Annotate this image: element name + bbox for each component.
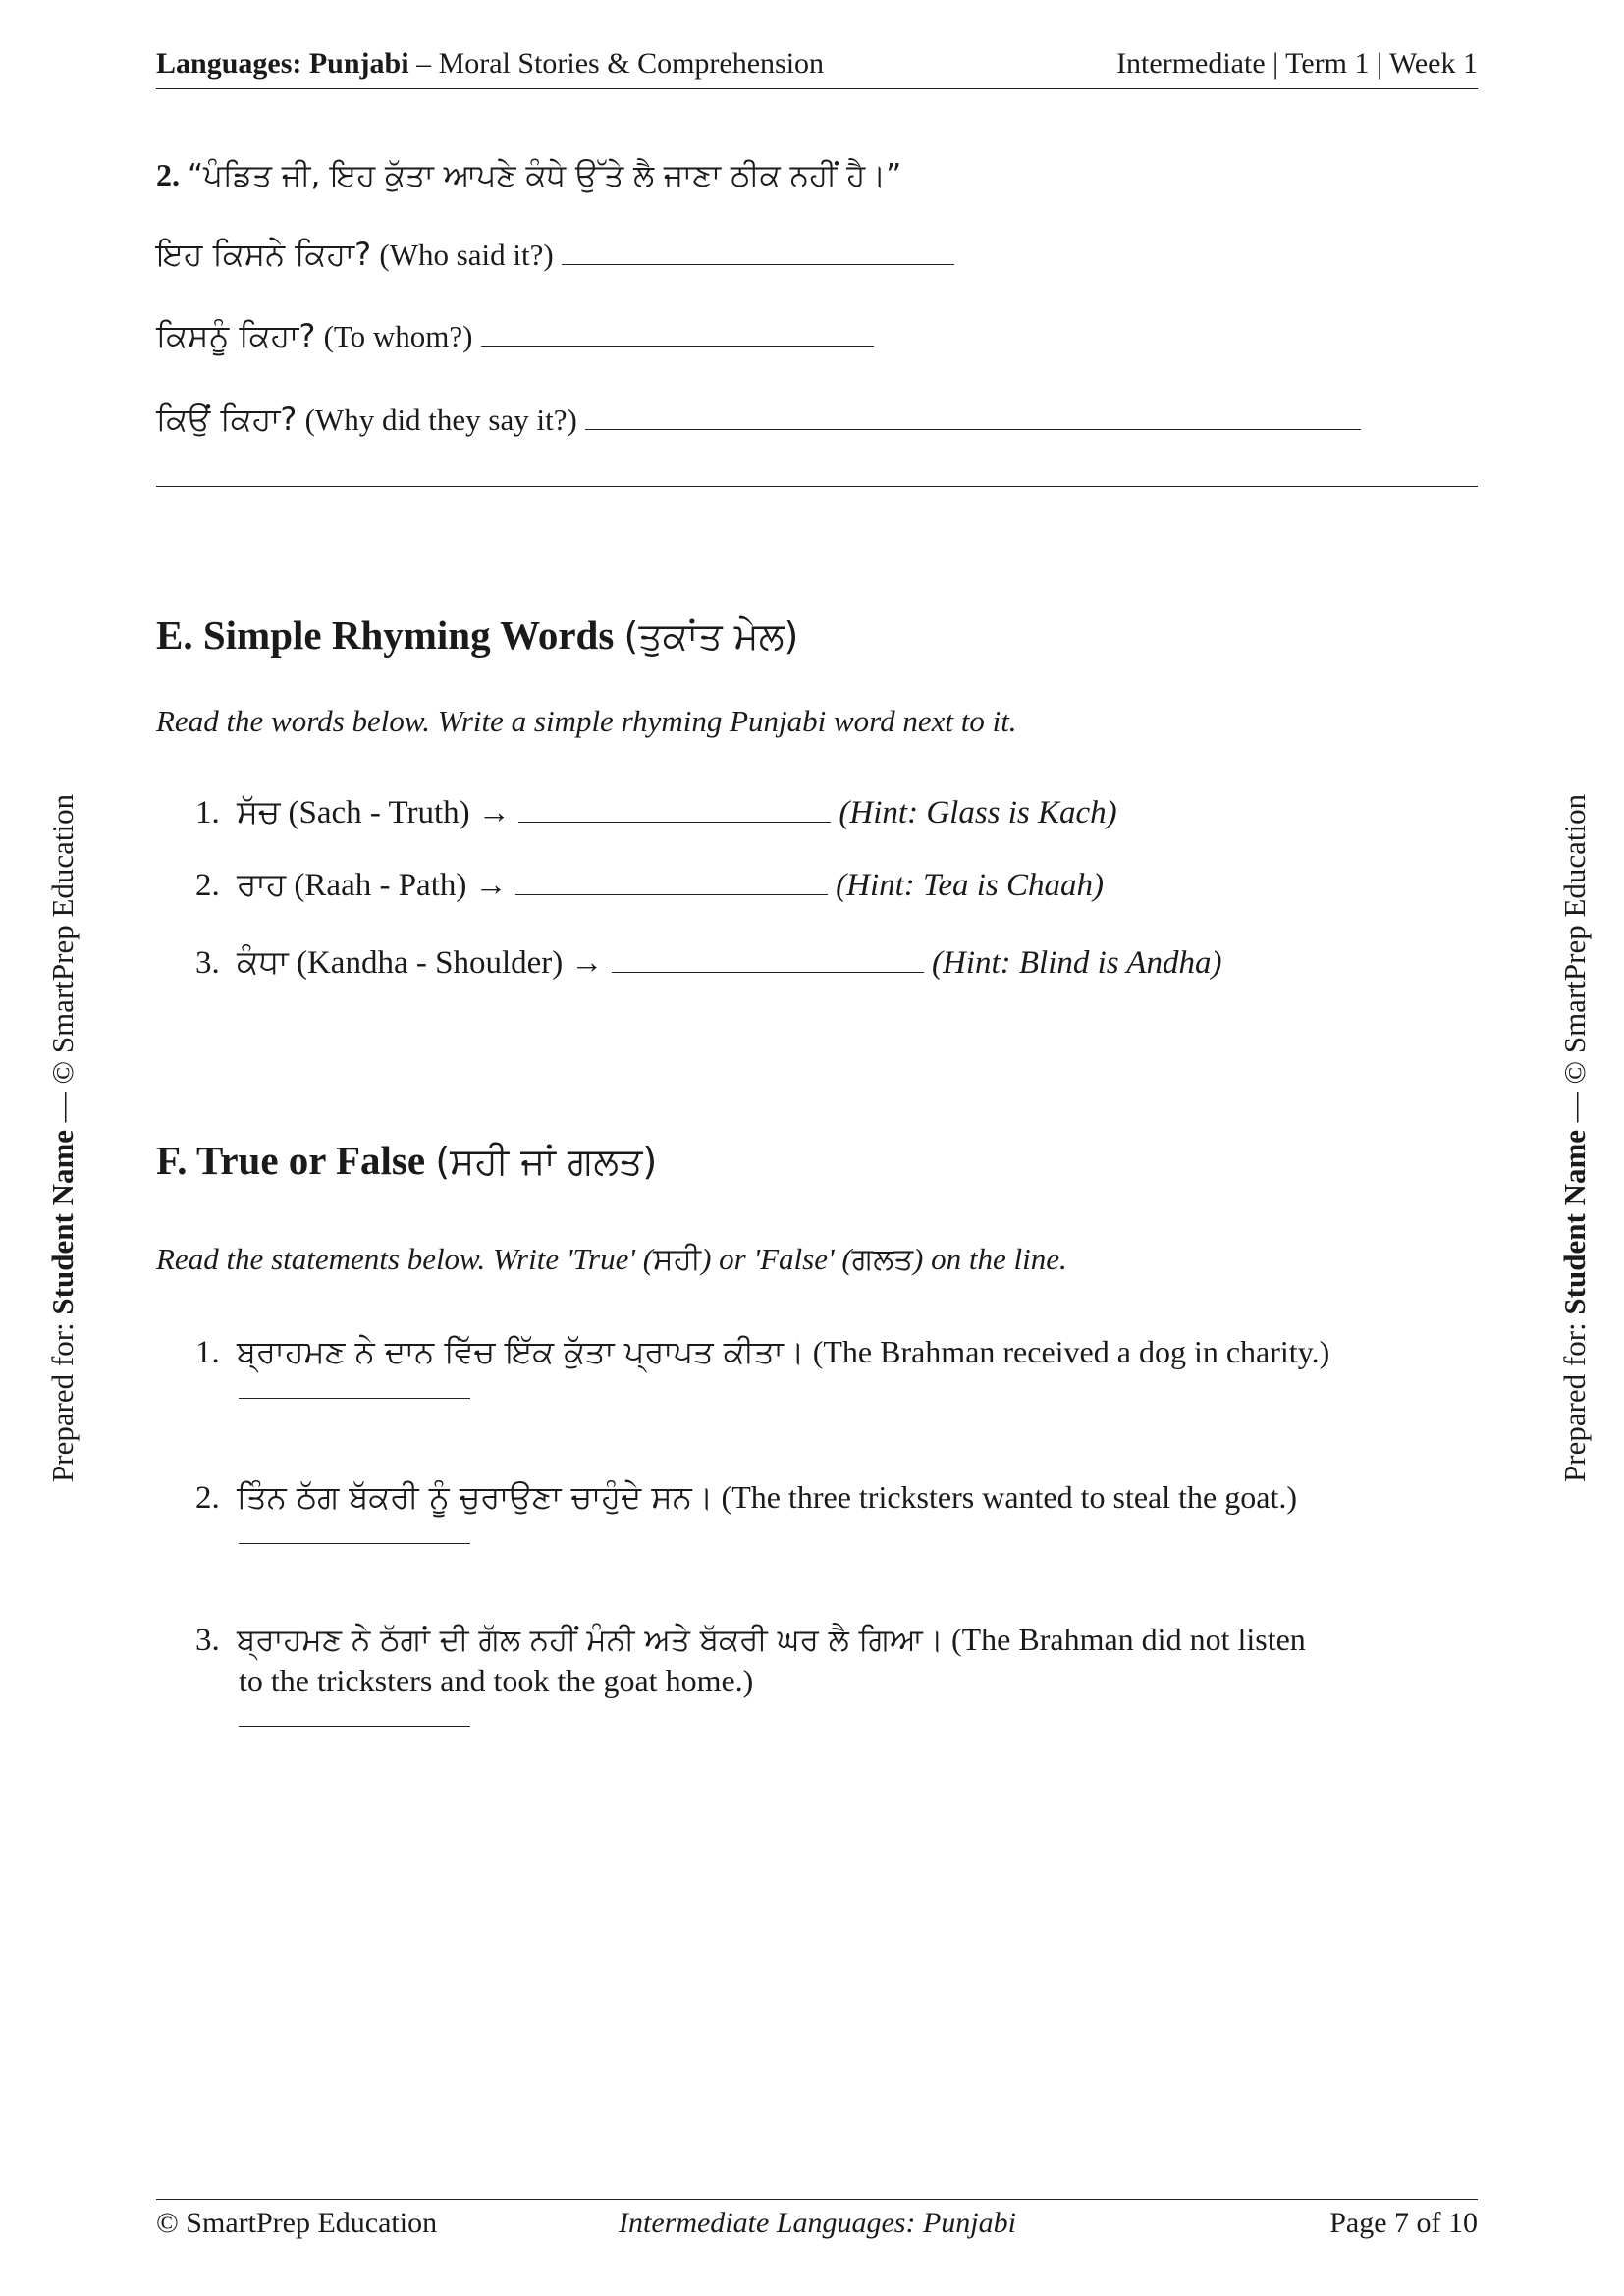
section-e-instruction: Read the words below. Write a simple rhyming Punjabi word next to it. <box>156 704 1017 738</box>
prompt-who-said <box>156 236 954 274</box>
rhyme-item-2-number: 2. <box>195 868 220 903</box>
prompt-to-whom-en: (To whom?) <box>323 319 473 353</box>
prompt-to-whom <box>156 317 874 355</box>
rhyme-answer-line-1[interactable] <box>518 822 831 823</box>
rhyme-item-3-number: 3. <box>195 945 220 981</box>
section-f-instruction-true-pa: ਸਹੀ <box>653 1242 702 1277</box>
footer-rule <box>156 2199 1478 2200</box>
side-label-right-name: Student Name <box>1557 1129 1592 1315</box>
rhyme-item-2-gloss: (Raah - Path) → <box>294 868 508 903</box>
tf-item-2-number: 2. <box>195 1480 220 1516</box>
prompt-why-pa: ਕਿਉਂ ਕਿਹਾ? <box>156 400 298 438</box>
tf-item-2-pa: ਤਿੰਨ ਠੱਗ ਬੱਕਰੀ ਨੂੰ ਚੁਰਾਉਣਾ ਚਾਹੁੰਦੇ ਸਨ। <box>237 1478 714 1516</box>
prompt-to-whom-pa: ਕਿਸਨੂੰ ਕਿਹਾ? <box>156 317 316 354</box>
header-subject-rest: – Moral Stories & Comprehension <box>408 47 825 80</box>
rhyme-item-3-gloss: (Kandha - Shoulder) → <box>296 945 604 981</box>
prompt-why <box>156 400 1361 439</box>
side-label-left-name: Student Name <box>45 1129 80 1315</box>
header-subject <box>156 47 824 80</box>
question-2-quote <box>156 157 901 194</box>
rhyme-item-1-gloss: (Sach - Truth) → <box>288 795 511 830</box>
rhyme-item-1-hint: (Hint: Glass is Kach) <box>839 795 1117 830</box>
rhyme-item-1-number: 1. <box>195 795 220 830</box>
section-f-instruction-part-b: ) or 'False' ( <box>701 1242 852 1276</box>
side-label-left <box>45 795 81 1482</box>
section-f-instruction-part-a: Read the statements below. Write 'True' ( <box>156 1242 654 1276</box>
header-rule <box>156 88 1478 89</box>
side-label-right-suffix: — © SmartPrep Education <box>1557 793 1592 1130</box>
prompt-who-said-en: (Who said it?) <box>379 238 554 272</box>
tf-item-2 <box>195 1478 1297 1517</box>
side-label-right <box>1557 795 1593 1482</box>
side-label-left-suffix: — © SmartPrep Education <box>45 793 80 1130</box>
prompt-who-said-pa: ਇਹ ਕਿਸਨੇ ਕਿਹਾ? <box>156 236 372 273</box>
section-e-title: E. Simple Rhyming Words <box>156 613 615 658</box>
answer-line-to-whom[interactable] <box>481 346 874 347</box>
answer-line-who-said[interactable] <box>562 264 954 265</box>
prompt-why-en: (Why did they say it?) <box>304 402 577 437</box>
section-f-instruction-false-pa: ਗਲਤ <box>851 1242 914 1277</box>
rhyme-item-2-word: ਰਾਹ <box>237 865 287 903</box>
section-divider <box>156 486 1478 487</box>
rhyme-item-3-hint: (Hint: Blind is Andha) <box>932 945 1222 981</box>
rhyme-answer-line-3[interactable] <box>612 972 924 973</box>
answer-line-why[interactable] <box>585 429 1361 430</box>
side-label-right-prefix: Prepared for: <box>1557 1314 1592 1482</box>
tf-answer-line-2[interactable] <box>239 1543 470 1544</box>
rhyme-item-1-word: ਸੱਚ <box>237 792 281 830</box>
footer-copyright: © SmartPrep Education <box>156 2207 438 2239</box>
tf-item-3 <box>195 1622 1306 1659</box>
section-f-heading <box>156 1137 657 1184</box>
section-e-title-pa: (ਤੁਕਾਂਤ ਮੇਲ) <box>623 614 799 658</box>
tf-item-1-pa: ਬ੍ਰਾਹਮਣ ਨੇ ਦਾਨ ਵਿੱਚ ਇੱਕ ਕੁੱਤਾ ਪ੍ਰਾਪਤ ਕੀਤਾ। <box>237 1333 805 1370</box>
tf-item-1-number: 1. <box>195 1335 220 1370</box>
side-label-left-prefix: Prepared for: <box>45 1314 80 1482</box>
section-f-title: F. True or False <box>156 1138 426 1183</box>
tf-answer-line-3[interactable] <box>239 1726 470 1727</box>
tf-item-2-en: (The three tricksters wanted to steal the goat.) <box>721 1479 1297 1515</box>
rhyme-item-3-word: ਕੰਧਾ <box>237 942 289 981</box>
tf-item-3-en-continued: to the tricksters and took the goat home.) <box>239 1663 754 1698</box>
footer-page-number: Page 7 of 10 <box>1329 2207 1478 2239</box>
section-f-instruction <box>156 1242 1067 1278</box>
question-2-number: 2. <box>156 157 180 192</box>
section-f-title-pa: (ਸਹੀ ਜਾਂ ਗਲਤ) <box>435 1140 658 1183</box>
rhyme-item-1 <box>195 792 1117 831</box>
tf-item-3-number: 3. <box>195 1623 220 1658</box>
tf-item-1 <box>195 1333 1329 1371</box>
question-2-quote-text: “ਪੰਡਿਤ ਜੀ, ਇਹ ਕੁੱਤਾ ਆਪਣੇ ਕੰਧੇ ਉੱਤੇ ਲੈ ਜਾਣਾ ਠੀਕ ਨਹੀਂ ਹੈ।” <box>188 158 902 193</box>
tf-item-3-en: (The Brahman did not listen <box>950 1622 1306 1657</box>
header-subject-bold: Languages: Punjabi <box>156 47 409 80</box>
section-e-heading <box>156 612 798 659</box>
tf-item-1-en: (The Brahman received a dog in charity.) <box>812 1334 1330 1369</box>
section-f-instruction-part-c: ) on the line. <box>913 1242 1067 1276</box>
footer-course-title: Intermediate Languages: Punjabi <box>619 2207 1016 2239</box>
tf-item-3-pa: ਬ੍ਰਾਹਮਣ ਨੇ ਠੱਗਾਂ ਦੀ ਗੱਲ ਨਹੀਂ ਮੰਨੀ ਅਤੇ ਬੱਕਰੀ ਘਰ ਲੈ ਗਿਆ। <box>237 1623 944 1658</box>
header-meta: Intermediate | Term 1 | Week 1 <box>1116 47 1478 80</box>
tf-answer-line-1[interactable] <box>239 1398 470 1399</box>
rhyme-item-2-hint: (Hint: Tea is Chaah) <box>836 868 1105 903</box>
rhyme-item-3 <box>195 942 1221 982</box>
rhyme-answer-line-2[interactable] <box>515 894 828 895</box>
rhyme-item-2 <box>195 865 1104 904</box>
